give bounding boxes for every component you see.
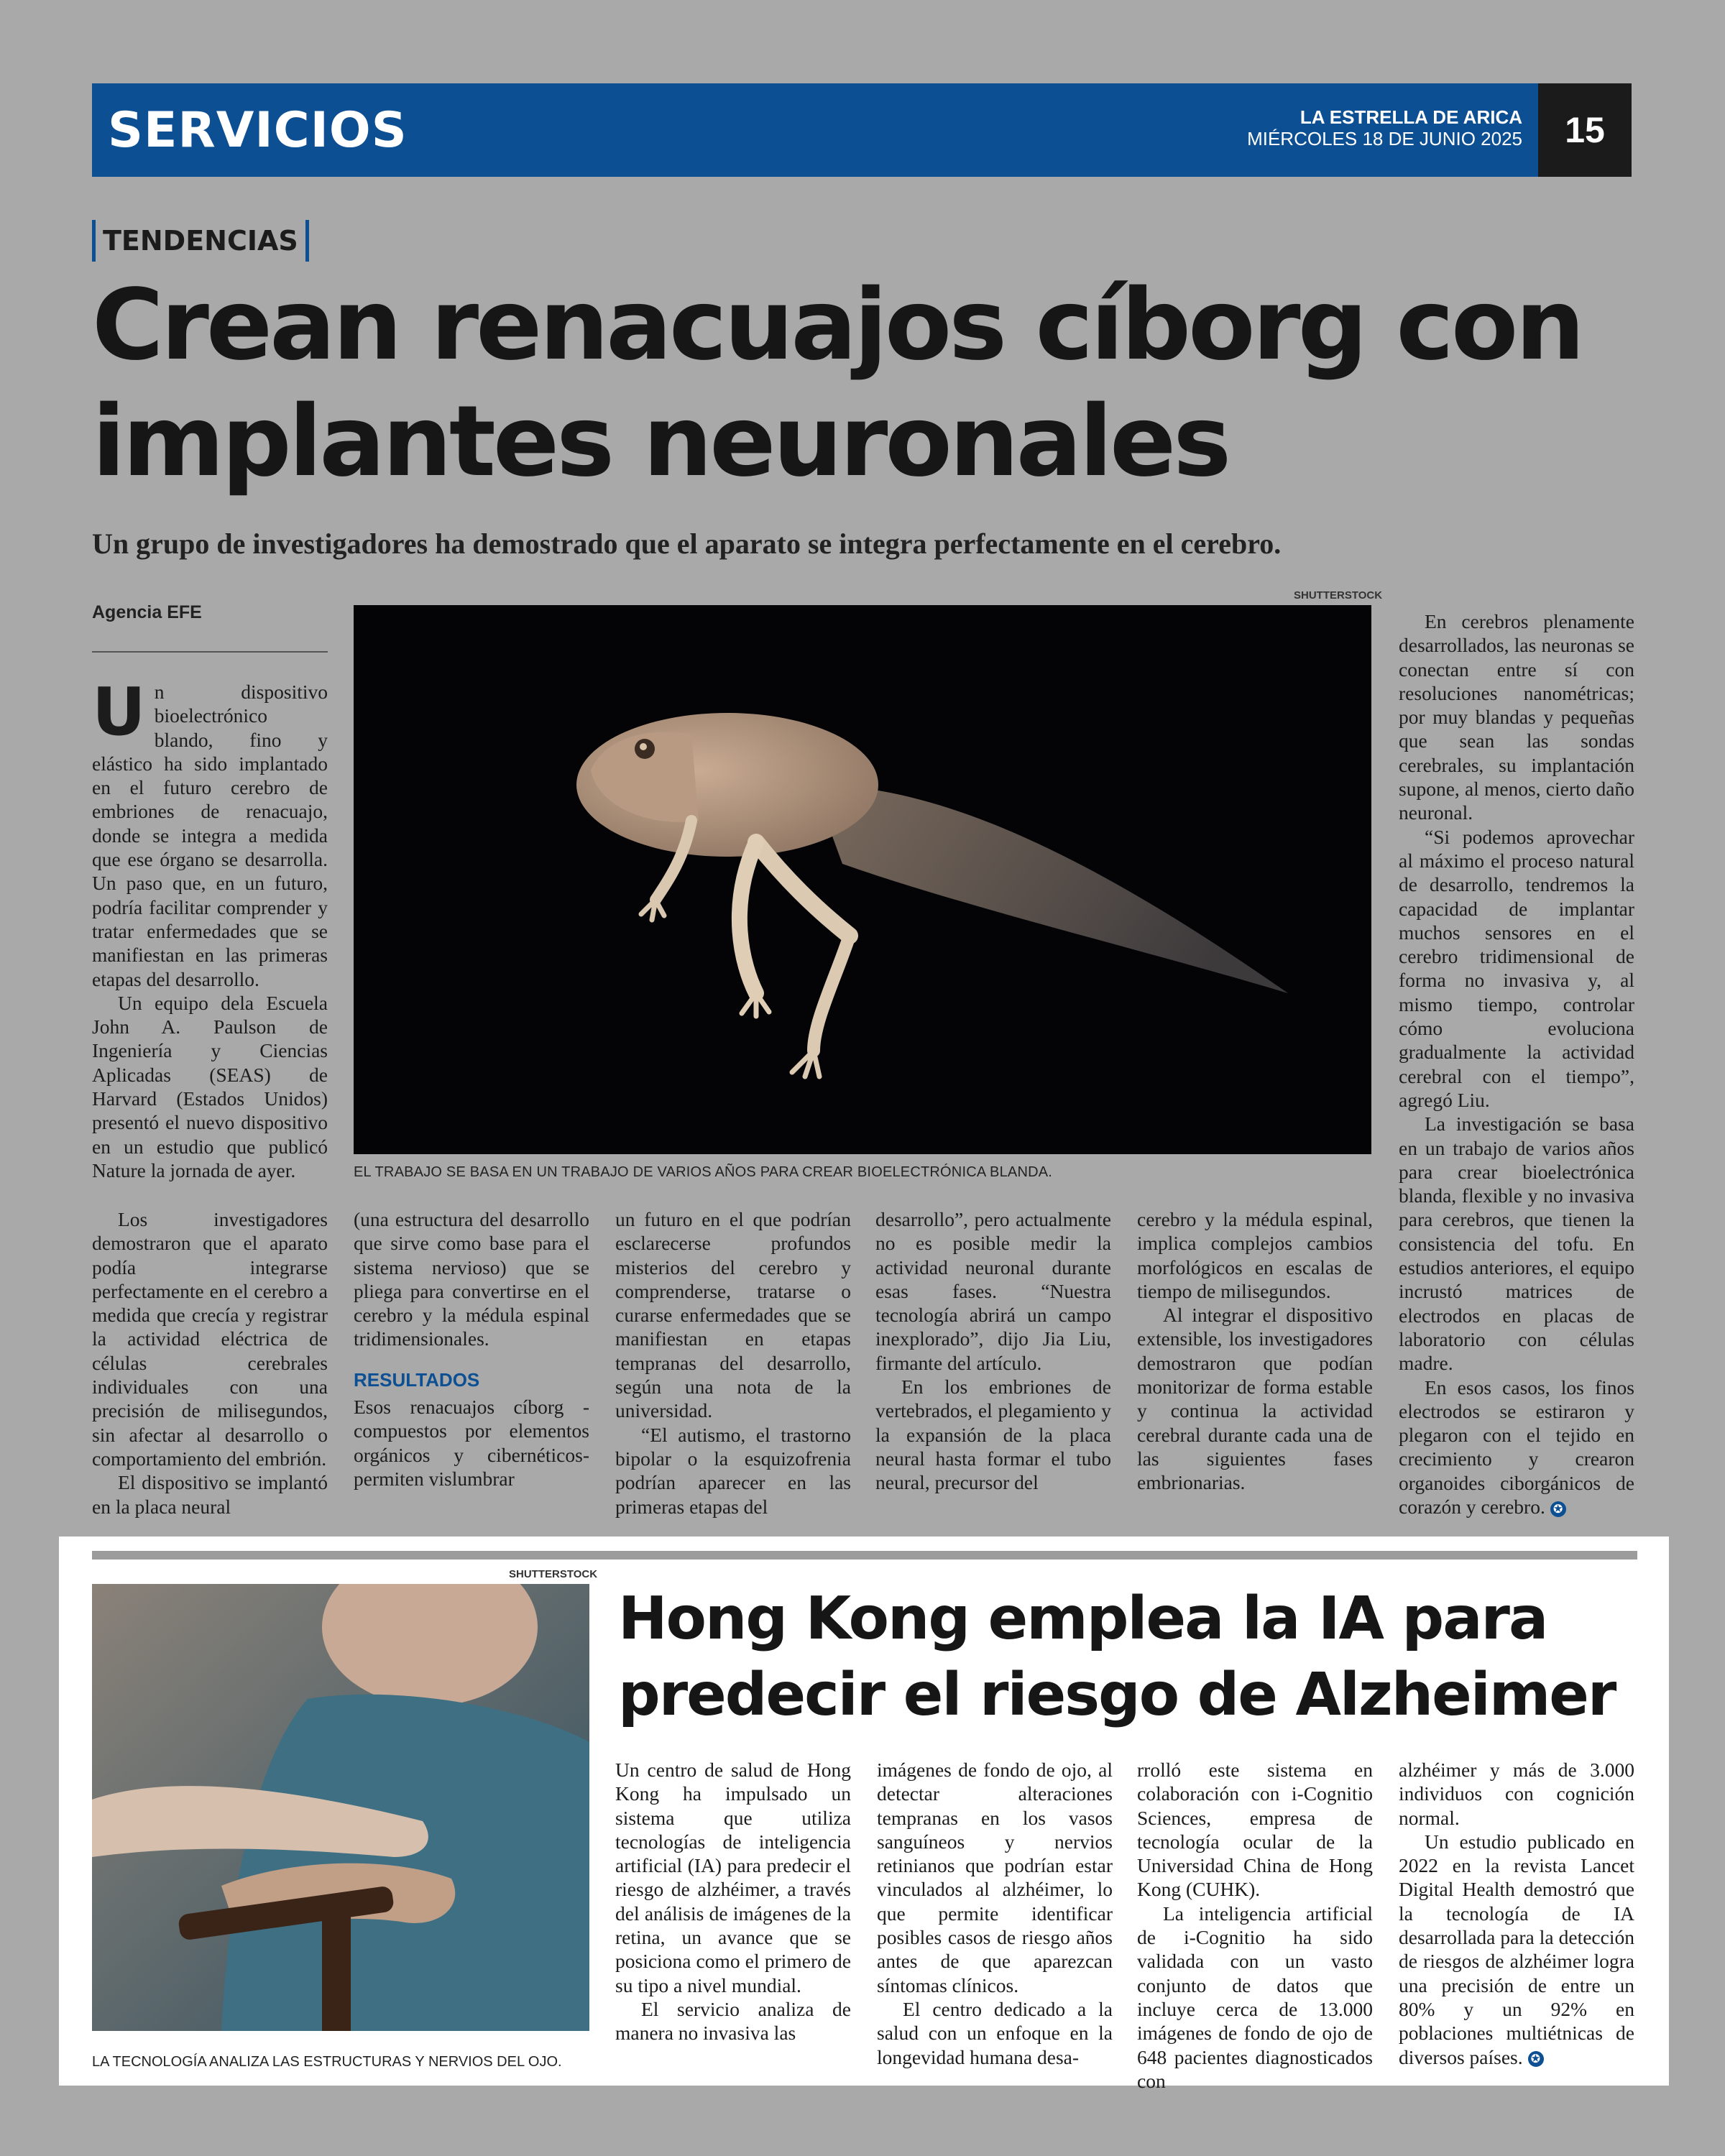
article2-column-1 <box>615 1758 851 2045</box>
byline-divider <box>92 651 328 653</box>
paragraph: En cerebros plenamente desarrollados, las neuronas se conectan entre sí con resoluciones nanométricas; por muy blandas y pequeñas que sean las sondas cerebrales, su implantación supone, al menos, cierto daño neuronal. <box>1399 610 1634 824</box>
drop-cap: U <box>92 673 146 750</box>
article-column-4 <box>875 1207 1111 1495</box>
paragraph: cerebro y la médula espinal, implica complejos cambios morfológicos en escalas de tiempo de milisegundos. <box>1137 1208 1373 1302</box>
paragraph: desarrollo”, pero actualmente no es posible medir la actividad neuronal durante esas fases. “Nuestra tecnología abrirá un campo inexplorado”, dijo Jia Liu, firmante del artículo. <box>875 1208 1111 1374</box>
paragraph: alzhéimer y más de 3.000 individuos con cognición normal. <box>1399 1759 1634 1829</box>
paragraph: La investigación se basa en un trabajo de varios años para crear bioelectrónica blanda, flexible y no invasiva para cerebros, que tienen la consistencia del tofu. En estudios anteriores, el equipo incrustó matrices de electrodos en placas de laboratorio con células madre. <box>1399 1112 1634 1375</box>
article-column-1 <box>92 673 328 1182</box>
paragraph: “El autismo, el trastorno bipolar o la esquizofrenia podrían aparecer en las primeras etapas del <box>615 1423 851 1518</box>
tadpole-photo <box>354 605 1371 1154</box>
photo-caption: LA TECNOLOGÍA ANALIZA LAS ESTRUCTURAS Y NERVIOS DEL OJO. <box>92 2054 562 2070</box>
end-mark-icon: ✪ <box>1528 2051 1544 2067</box>
paragraph <box>1399 1376 1634 1519</box>
article-column-5 <box>1137 1207 1373 1495</box>
paragraph: En los embriones de vertebrados, el plegamiento y la expansión de la placa neural hasta formar el tubo neural, precursor del <box>875 1376 1111 1494</box>
elderly-hands-image <box>92 1584 589 2031</box>
paragraph: un futuro en el que podrían esclarecerse profundos misterios del cerebro y comprenderse, tratarse o curarse enfermedades que se manifiestan en etapas tempranas del desarrollo, según una nota de la universidad. <box>615 1208 851 1422</box>
secondary-article <box>59 1537 1669 2092</box>
paragraph: Un centro de salud de Hong Kong ha impulsado un sistema que utiliza tecnologías de inteligencia artificial (IA) para predecir el riesgo de alzhéimer, a través del análisis de imágenes de la retina, un avance que se posiciona como el primero de su tipo a nivel mundial. <box>615 1759 851 1996</box>
article-column-6 <box>1399 609 1634 1519</box>
article-headline: Hong Kong emplea la IA para predecir el riesgo de Alzheimer <box>618 1585 1616 1729</box>
paragraph-text: Un estudio publicado en 2022 en la revista Lancet Digital Health demostró que la tecnología de IA desarrollada para la detección de riesgos de alzhéimer logra una precisión de entre un 80% y un 92% en poblaciones multiétnicas de diversos países. <box>1399 1830 1634 2068</box>
page-number: 15 <box>1538 83 1632 177</box>
photo-credit: SHUTTERSTOCK <box>509 1568 598 1580</box>
paragraph <box>1399 1830 1634 2069</box>
newspaper-name: LA ESTRELLA DE ARICA <box>1300 106 1522 128</box>
article-subhead: Un grupo de investigadores ha demostrado que el aparato se integra perfectamente en el cerebro. <box>92 528 1282 560</box>
article2-column-4 <box>1399 1758 1634 2069</box>
article-column-1-lower <box>92 1207 328 1519</box>
paragraph-text: n dispositivo bioelectrónico blando, fino y elástico ha sido implantado en el futuro cerebro de embriones de renacuajo, donde se integra a medida que ese órgano se desarrolla. Un paso que, en un futuro, podría facilitar comprender y tratar enfermedades que se manifiestan en las primeras etapas del desarrollo. <box>92 681 328 990</box>
article-column-2 <box>354 1207 589 1491</box>
paragraph: imágenes de fondo de ojo, al detectar alteraciones tempranas en los vasos sanguíneos y nervios retinianos que podrían estar vinculados al alzhéimer, lo que permite identificar posibles casos de riesgo años antes de que aparezcan síntomas clínicos. <box>877 1759 1113 1996</box>
photo-caption: EL TRABAJO SE BASA EN UN TRABAJO DE VARIOS AÑOS PARA CREAR BIOELECTRÓNICA BLANDA. <box>354 1164 1053 1180</box>
section-header-bar <box>92 83 1632 177</box>
paragraph: Al integrar el dispositivo extensible, los investigadores demostraron que podían monitorizar de forma estable y continua la actividad cerebral durante cada una de las siguientes fases embrionarias. <box>1137 1304 1373 1494</box>
paragraph: Un equipo dela Escuela John A. Paulson de Ingeniería y Ciencias Aplicadas (SEAS) de Harvard (Estados Unidos) presentó el nuevo dispositivo en un estudio que publicó Nature la jornada de ayer. <box>92 991 328 1181</box>
paragraph: “Si podemos aprovechar al máximo el proceso natural de desarrollo, tendremos la capacidad de implantar muchos sensores en el cerebro tridimensional de forma no invasiva y, al mismo tiempo, controlar cómo evoluciona gradualmente la actividad cerebral con el tiempo”, agregó Liu. <box>1399 825 1634 1111</box>
article2-column-3 <box>1137 1758 1373 2093</box>
section-name: SERVICIOS <box>108 102 408 159</box>
paragraph: (una estructura del desarrollo que sirve como base para el sistema nervioso) que se pliega para convertirse en el cerebro y la médula espinal tridimensionales. <box>354 1208 589 1350</box>
paragraph: El centro dedicado a la salud con un enfoque en la longevidad humana desa- <box>877 1997 1113 2068</box>
section-subtitle: RESULTADOS <box>354 1368 480 1391</box>
article2-column-2 <box>877 1758 1113 2069</box>
paragraph: El dispositivo se implantó en la placa neural <box>92 1471 328 1518</box>
lead-paragraph <box>92 673 328 991</box>
paragraph: La inteligencia artificial de i-Cognitio ha sido validada con un vasto conjunto de datos que incluye cerca de 13.000 imágenes de fondo de ojo de 648 pacientes diagnosticados con <box>1137 1902 1373 2092</box>
article-kicker: TENDENCIAS <box>92 220 309 262</box>
publication-date: MIÉRCOLES 18 DE JUNIO 2025 <box>1247 128 1522 149</box>
article-column-3 <box>615 1207 851 1519</box>
article-byline: Agencia EFE <box>92 602 202 622</box>
newspaper-info <box>1247 106 1522 149</box>
paragraph: Los investigadores demostraron que el aparato podía integrarse perfectamente en el cerebro a medida que crecía y registrar la actividad eléctrica de células cerebrales individuales con una precisión de milisegundos, sin afectar al desarrollo o comportamiento del embrión. <box>92 1208 328 1470</box>
paragraph-text: En esos casos, los finos electrodos se estiraron y plegaron con el tejido en crecimiento y crearon organoides ciborgánicos de corazón y cerebro. <box>1399 1376 1634 1518</box>
photo-credit: SHUTTERSTOCK <box>1294 589 1383 602</box>
paragraph: El servicio analiza de manera no invasiva las <box>615 1997 851 2045</box>
article-top-rule <box>92 1551 1637 1560</box>
paragraph: rrolló este sistema en colaboración con i-Cognitio Sciences, empresa de tecnología ocular de la Universidad China de Hong Kong (CUHK). <box>1137 1759 1373 1901</box>
elderly-hands-photo <box>92 1584 589 2031</box>
tadpole-image <box>354 605 1371 1154</box>
end-mark-icon: ✪ <box>1550 1501 1566 1517</box>
article-headline: Crean renacuajos cíborg con implantes neuronales <box>92 269 1583 499</box>
paragraph: Esos renacuajos cíborg - compuestos por elementos orgánicos y cibernéticos- permiten vislumbrar <box>354 1396 589 1490</box>
